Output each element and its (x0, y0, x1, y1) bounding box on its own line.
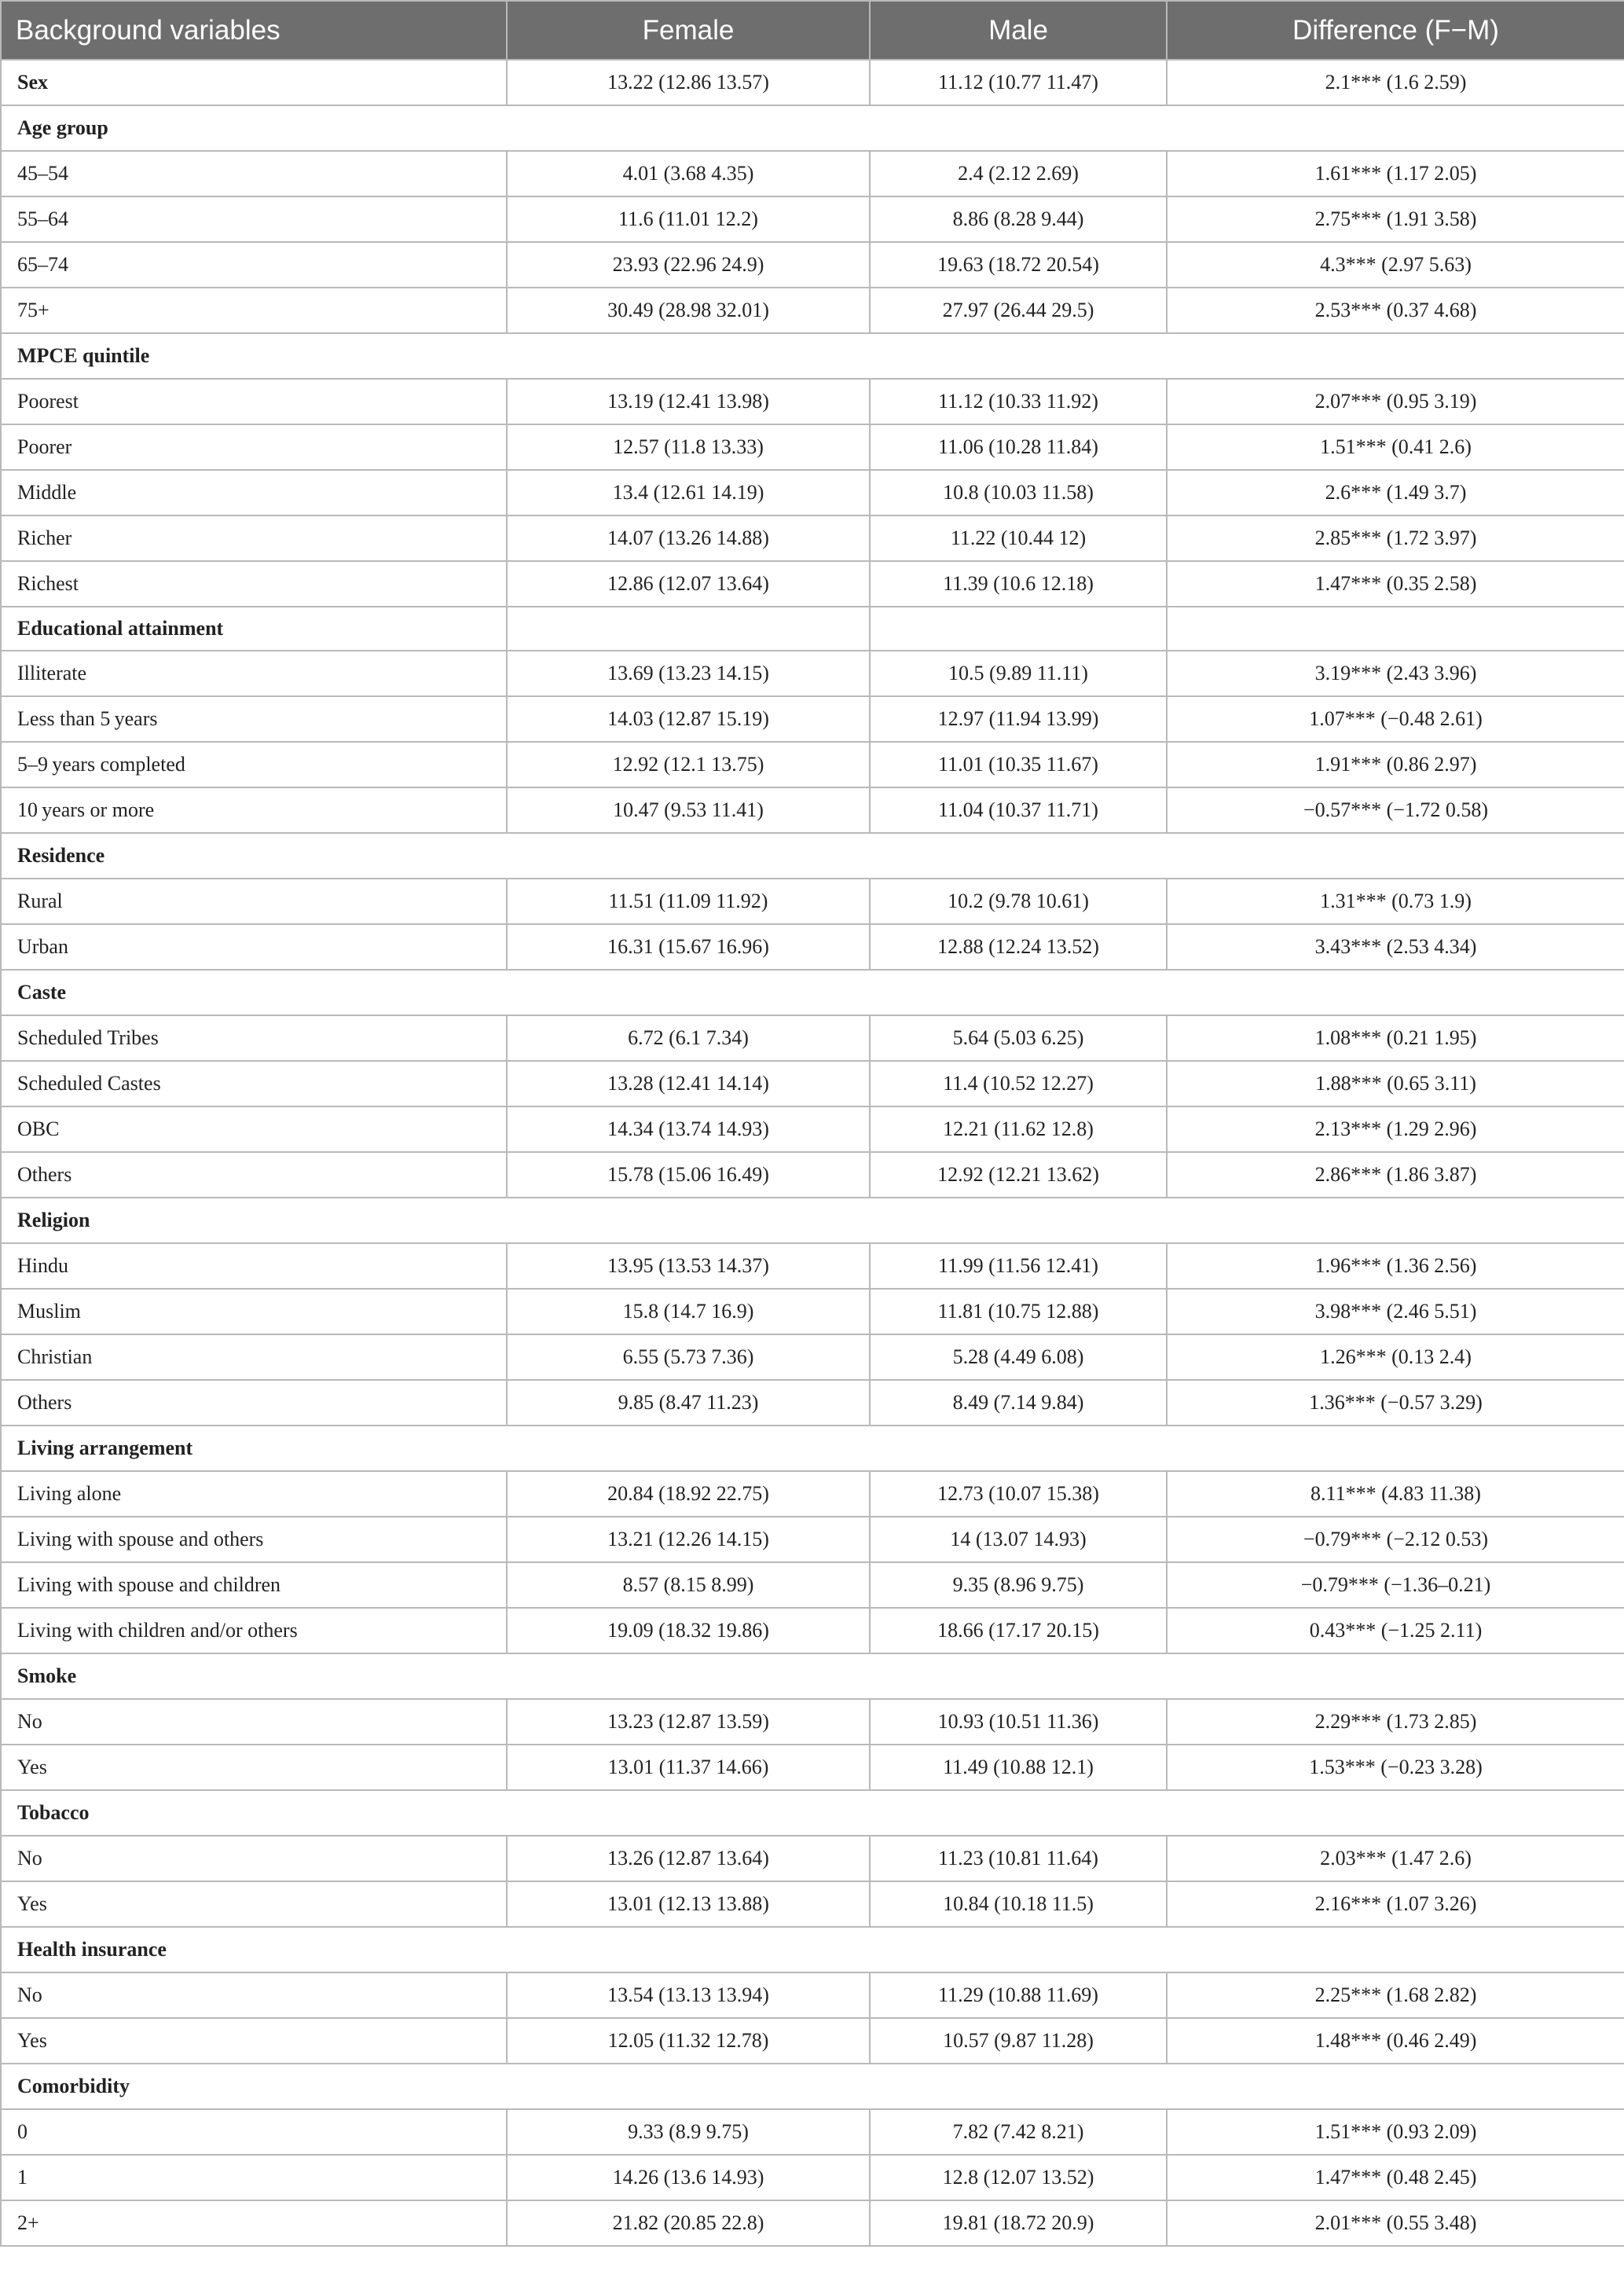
group-header-row (1, 970, 1624, 1015)
male-value: 12.92 (12.21 13.62) (870, 1152, 1167, 1198)
table-body (1, 60, 1624, 2246)
table-row (1, 196, 1624, 242)
table-row (1, 2155, 1624, 2200)
group-header-row (1, 1426, 1624, 1471)
table-row (1, 879, 1624, 924)
female-value: 15.78 (15.06 16.49) (507, 1152, 870, 1198)
table-row (1, 1836, 1624, 1881)
header-difference: Difference (F−M) (1167, 1, 1624, 60)
row-label: Living with children and/or others (1, 1608, 507, 1653)
group-header-row (1, 833, 1624, 879)
table-row (1, 924, 1624, 970)
table-row (1, 696, 1624, 742)
difference-value: 2.07*** (0.95 3.19) (1167, 379, 1624, 424)
table-row (1, 516, 1624, 561)
female-value: 13.21 (12.26 14.15) (507, 1517, 870, 1562)
empty-cell (1167, 607, 1624, 651)
row-label: Richest (1, 561, 507, 607)
male-value: 11.29 (10.88 11.69) (870, 1972, 1167, 2018)
group-header-row (1, 1790, 1624, 1836)
table-row (1, 651, 1624, 696)
group-header-row (1, 2064, 1624, 2109)
row-label: Hindu (1, 1243, 507, 1289)
female-value: 13.95 (13.53 14.37) (507, 1243, 870, 1289)
female-value: 13.01 (12.13 13.88) (507, 1881, 870, 1927)
male-value: 12.97 (11.94 13.99) (870, 696, 1167, 742)
female-value: 14.26 (13.6 14.93) (507, 2155, 870, 2200)
table-row (1, 1881, 1624, 1927)
row-label: No (1, 1972, 507, 2018)
table-row (1, 1106, 1624, 1152)
female-value: 12.92 (12.1 13.75) (507, 742, 870, 787)
male-value: 10.93 (10.51 11.36) (870, 1699, 1167, 1745)
male-value: 9.35 (8.96 9.75) (870, 1562, 1167, 1608)
difference-value: 2.85*** (1.72 3.97) (1167, 516, 1624, 561)
table-row (1, 1608, 1624, 1653)
table-row (1, 1972, 1624, 2018)
male-value: 12.21 (11.62 12.8) (870, 1106, 1167, 1152)
male-value: 5.64 (5.03 6.25) (870, 1015, 1167, 1061)
group-header-row (1, 1653, 1624, 1699)
difference-value: 1.51*** (0.41 2.6) (1167, 424, 1624, 470)
female-value: 13.22 (12.86 13.57) (507, 60, 870, 105)
group-label: Living arrangement (1, 1426, 1624, 1471)
difference-value: 1.47*** (0.35 2.58) (1167, 561, 1624, 607)
row-label: Less than 5 years (1, 696, 507, 742)
female-value: 15.8 (14.7 16.9) (507, 1289, 870, 1334)
difference-value: 1.07*** (−0.48 2.61) (1167, 696, 1624, 742)
table-row (1, 1334, 1624, 1380)
row-label: Scheduled Castes (1, 1061, 507, 1106)
row-label: OBC (1, 1106, 507, 1152)
table-row (1, 1699, 1624, 1745)
male-value: 11.39 (10.6 12.18) (870, 561, 1167, 607)
male-value: 11.22 (10.44 12) (870, 516, 1167, 561)
difference-value: 8.11*** (4.83 11.38) (1167, 1471, 1624, 1517)
male-value: 14 (13.07 14.93) (870, 1517, 1167, 1562)
row-label: 2+ (1, 2200, 507, 2246)
female-value: 23.93 (22.96 24.9) (507, 242, 870, 288)
difference-value: 1.53*** (−0.23 3.28) (1167, 1745, 1624, 1790)
group-label: Smoke (1, 1653, 1624, 1699)
table-header (1, 1, 1624, 60)
difference-value: −0.79*** (−2.12 0.53) (1167, 1517, 1624, 1562)
difference-value: 1.48*** (0.46 2.49) (1167, 2018, 1624, 2064)
group-header-row (1, 1198, 1624, 1243)
row-label: Yes (1, 1881, 507, 1927)
row-label: Others (1, 1152, 507, 1198)
group-label: Tobacco (1, 1790, 1624, 1836)
row-label: Middle (1, 470, 507, 516)
male-value: 11.81 (10.75 12.88) (870, 1289, 1167, 1334)
female-value: 30.49 (28.98 32.01) (507, 288, 870, 333)
difference-value: −0.79*** (−1.36–0.21) (1167, 1562, 1624, 1608)
table-row (1, 151, 1624, 196)
female-value: 13.69 (13.23 14.15) (507, 651, 870, 696)
row-label: Living with spouse and children (1, 1562, 507, 1608)
female-value: 14.34 (13.74 14.93) (507, 1106, 870, 1152)
table-row (1, 379, 1624, 424)
row-label: 10 years or more (1, 787, 507, 833)
table-row (1, 742, 1624, 787)
group-label: Health insurance (1, 1927, 1624, 1972)
female-value: 12.86 (12.07 13.64) (507, 561, 870, 607)
row-label: 75+ (1, 288, 507, 333)
group-header-row (1, 607, 1624, 651)
difference-value: 2.16*** (1.07 3.26) (1167, 1881, 1624, 1927)
male-value: 19.63 (18.72 20.54) (870, 242, 1167, 288)
group-label: Educational attainment (1, 607, 507, 651)
row-label: Muslim (1, 1289, 507, 1334)
row-label: Poorest (1, 379, 507, 424)
table-row (1, 1562, 1624, 1608)
difference-value: −0.57*** (−1.72 0.58) (1167, 787, 1624, 833)
row-label: 5–9 years completed (1, 742, 507, 787)
difference-value: 3.98*** (2.46 5.51) (1167, 1289, 1624, 1334)
difference-value: 3.43*** (2.53 4.34) (1167, 924, 1624, 970)
male-value: 11.12 (10.77 11.47) (870, 60, 1167, 105)
table-row (1, 2109, 1624, 2155)
female-value: 16.31 (15.67 16.96) (507, 924, 870, 970)
female-value: 9.33 (8.9 9.75) (507, 2109, 870, 2155)
male-value: 12.73 (10.07 15.38) (870, 1471, 1167, 1517)
difference-value: 2.01*** (0.55 3.48) (1167, 2200, 1624, 2246)
male-value: 11.04 (10.37 11.71) (870, 787, 1167, 833)
difference-value: 0.43*** (−1.25 2.11) (1167, 1608, 1624, 1653)
row-label: 65–74 (1, 242, 507, 288)
male-value: 11.99 (11.56 12.41) (870, 1243, 1167, 1289)
group-header-row (1, 333, 1624, 379)
difference-value: 2.75*** (1.91 3.58) (1167, 196, 1624, 242)
empty-cell (870, 607, 1167, 651)
female-value: 12.05 (11.32 12.78) (507, 2018, 870, 2064)
male-value: 11.23 (10.81 11.64) (870, 1836, 1167, 1881)
male-value: 11.12 (10.33 11.92) (870, 379, 1167, 424)
table-row (1, 787, 1624, 833)
difference-value: 3.19*** (2.43 3.96) (1167, 651, 1624, 696)
table-row (1, 2200, 1624, 2246)
row-label: 45–54 (1, 151, 507, 196)
group-label: MPCE quintile (1, 333, 1624, 379)
row-label: Illiterate (1, 651, 507, 696)
row-label: Living alone (1, 1471, 507, 1517)
header-male: Male (870, 1, 1167, 60)
male-value: 2.4 (2.12 2.69) (870, 151, 1167, 196)
difference-value: 2.25*** (1.68 2.82) (1167, 1972, 1624, 2018)
male-value: 5.28 (4.49 6.08) (870, 1334, 1167, 1380)
row-label: Richer (1, 516, 507, 561)
table-row (1, 288, 1624, 333)
row-label: Rural (1, 879, 507, 924)
table-row (1, 1152, 1624, 1198)
male-value: 11.06 (10.28 11.84) (870, 424, 1167, 470)
table-row (1, 561, 1624, 607)
group-label: Religion (1, 1198, 1624, 1243)
female-value: 14.03 (12.87 15.19) (507, 696, 870, 742)
male-value: 10.8 (10.03 11.58) (870, 470, 1167, 516)
row-label: 55–64 (1, 196, 507, 242)
difference-value: 2.13*** (1.29 2.96) (1167, 1106, 1624, 1152)
male-value: 10.5 (9.89 11.11) (870, 651, 1167, 696)
table-row (1, 470, 1624, 516)
difference-value: 1.51*** (0.93 2.09) (1167, 2109, 1624, 2155)
female-value: 8.57 (8.15 8.99) (507, 1562, 870, 1608)
group-label: Age group (1, 105, 1624, 151)
row-label: Others (1, 1380, 507, 1426)
male-value: 19.81 (18.72 20.9) (870, 2200, 1167, 2246)
difference-value: 2.03*** (1.47 2.6) (1167, 1836, 1624, 1881)
difference-value: 1.61*** (1.17 2.05) (1167, 151, 1624, 196)
table-row (1, 60, 1624, 105)
row-label: 0 (1, 2109, 507, 2155)
difference-value: 4.3*** (2.97 5.63) (1167, 242, 1624, 288)
female-value: 6.55 (5.73 7.36) (507, 1334, 870, 1380)
table-row (1, 1745, 1624, 1790)
female-value: 10.47 (9.53 11.41) (507, 787, 870, 833)
table-row (1, 424, 1624, 470)
table-row (1, 1471, 1624, 1517)
row-label: Yes (1, 2018, 507, 2064)
male-value: 10.84 (10.18 11.5) (870, 1881, 1167, 1927)
male-value: 12.88 (12.24 13.52) (870, 924, 1167, 970)
row-label: Scheduled Tribes (1, 1015, 507, 1061)
female-value: 13.54 (13.13 13.94) (507, 1972, 870, 2018)
difference-value: 2.86*** (1.86 3.87) (1167, 1152, 1624, 1198)
table-row (1, 1380, 1624, 1426)
table-row (1, 1243, 1624, 1289)
group-header-row (1, 1927, 1624, 1972)
female-value: 13.01 (11.37 14.66) (507, 1745, 870, 1790)
female-value: 14.07 (13.26 14.88) (507, 516, 870, 561)
difference-value: 1.88*** (0.65 3.11) (1167, 1061, 1624, 1106)
row-label: No (1, 1836, 507, 1881)
row-label: No (1, 1699, 507, 1745)
table-row (1, 1015, 1624, 1061)
female-value: 19.09 (18.32 19.86) (507, 1608, 870, 1653)
female-value: 11.51 (11.09 11.92) (507, 879, 870, 924)
female-value: 13.23 (12.87 13.59) (507, 1699, 870, 1745)
male-value: 11.4 (10.52 12.27) (870, 1061, 1167, 1106)
row-label: Yes (1, 1745, 507, 1790)
female-value: 13.26 (12.87 13.64) (507, 1836, 870, 1881)
female-value: 9.85 (8.47 11.23) (507, 1380, 870, 1426)
row-label: Poorer (1, 424, 507, 470)
female-value: 13.4 (12.61 14.19) (507, 470, 870, 516)
row-label: 1 (1, 2155, 507, 2200)
male-value: 8.49 (7.14 9.84) (870, 1380, 1167, 1426)
row-label: Urban (1, 924, 507, 970)
male-value: 10.57 (9.87 11.28) (870, 2018, 1167, 2064)
male-value: 18.66 (17.17 20.15) (870, 1608, 1167, 1653)
row-label: Sex (1, 60, 507, 105)
male-value: 11.01 (10.35 11.67) (870, 742, 1167, 787)
male-value: 11.49 (10.88 12.1) (870, 1745, 1167, 1790)
difference-value: 2.29*** (1.73 2.85) (1167, 1699, 1624, 1745)
group-label: Comorbidity (1, 2064, 1624, 2109)
male-value: 27.97 (26.44 29.5) (870, 288, 1167, 333)
header-background-variables: Background variables (1, 1, 507, 60)
difference-value: 2.53*** (0.37 4.68) (1167, 288, 1624, 333)
header-female: Female (507, 1, 870, 60)
female-value: 4.01 (3.68 4.35) (507, 151, 870, 196)
row-label: Living with spouse and others (1, 1517, 507, 1562)
female-value: 13.19 (12.41 13.98) (507, 379, 870, 424)
difference-value: 1.91*** (0.86 2.97) (1167, 742, 1624, 787)
male-value: 7.82 (7.42 8.21) (870, 2109, 1167, 2155)
male-value: 12.8 (12.07 13.52) (870, 2155, 1167, 2200)
difference-value: 1.26*** (0.13 2.4) (1167, 1334, 1624, 1380)
female-value: 6.72 (6.1 7.34) (507, 1015, 870, 1061)
male-value: 8.86 (8.28 9.44) (870, 196, 1167, 242)
female-value: 20.84 (18.92 22.75) (507, 1471, 870, 1517)
group-label: Residence (1, 833, 1624, 879)
female-value: 21.82 (20.85 22.8) (507, 2200, 870, 2246)
female-value: 11.6 (11.01 12.2) (507, 196, 870, 242)
table-row (1, 1061, 1624, 1106)
group-label: Caste (1, 970, 1624, 1015)
header-row (1, 1, 1624, 60)
difference-value: 2.1*** (1.6 2.59) (1167, 60, 1624, 105)
difference-value: 1.36*** (−0.57 3.29) (1167, 1380, 1624, 1426)
table-row (1, 1517, 1624, 1562)
table-row (1, 242, 1624, 288)
difference-value: 1.08*** (0.21 1.95) (1167, 1015, 1624, 1061)
empty-cell (507, 607, 870, 651)
difference-value: 1.31*** (0.73 1.9) (1167, 879, 1624, 924)
table-row (1, 2018, 1624, 2064)
female-value: 12.57 (11.8 13.33) (507, 424, 870, 470)
male-value: 10.2 (9.78 10.61) (870, 879, 1167, 924)
row-label: Christian (1, 1334, 507, 1380)
difference-value: 1.47*** (0.48 2.45) (1167, 2155, 1624, 2200)
female-value: 13.28 (12.41 14.14) (507, 1061, 870, 1106)
table-row (1, 1289, 1624, 1334)
group-header-row (1, 105, 1624, 151)
difference-value: 1.96*** (1.36 2.56) (1167, 1243, 1624, 1289)
difference-value: 2.6*** (1.49 3.7) (1167, 470, 1624, 516)
